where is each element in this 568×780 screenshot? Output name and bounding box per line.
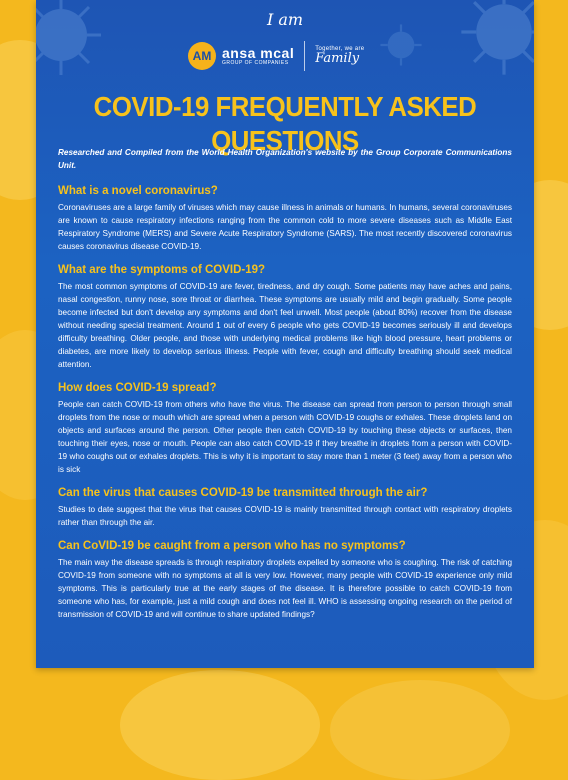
faq-answer: Studies to date suggest that the virus that causes COVID-19 is mainly transmitted through contact with respiratory droplets rather than through the air. (58, 505, 512, 527)
tagline-family: Family (315, 51, 360, 66)
logo-divider (304, 41, 305, 71)
logo-group (188, 40, 364, 72)
background-shape (330, 680, 510, 780)
faq-answer: Coronaviruses are a large family of viruses which may cause illness in animals or humans. In humans, several coronaviruses are known to cause respiratory infections ranging from the common cold to more severe diseases such as Middle East Respiratory Syndrome (MERS) and Severe Acute Respiratory Syndrome (SARS). The most recently discovered coronavirus causes coronavirus disease COVID-19. (58, 203, 512, 251)
faq-card (36, 0, 534, 668)
faq-answer: People can catch COVID-19 from others who have the virus. The disease can spread from person to person through small droplets from the nose or mouth which are spread when a person with COVID-19 coughs or exhales. These droplets land on objects and surfaces around the person. Other people then catch COVID-19 by touching these objects or surfaces, then touching their eyes, nose or mouth. People can also catch COVID-19 if they breathe in droplets from a person with COVID-19 who coughs out or exhales droplets. This is why it is important to stay more than 1 meter (3 feet) away from a person who is sick (58, 400, 512, 474)
intro-text: Researched and Compiled from the World Health Organization's website by the Group Corporate Communications Unit. (58, 148, 512, 170)
tagline (315, 46, 364, 66)
faq-answer: The main way the disease spreads is through respiratory droplets expelled by someone who is coughing. The risk of catching COVID-19 from someone with no symptoms at all is very low. However, many people with COVID-19 experience only mild symptoms. This is particularly true at the early stages of the disease. It is therefore possible to catch COVID-19 from someone who has, for example, just a mild cough and does not feel ill. WHO is assessing ongoing research on the period of transmission of COVID-19 and will continue to share updated findings? (58, 558, 512, 619)
page-title: COVID-19 FREQUENTLY ASKED QUESTIONS (93, 91, 477, 156)
header-script-text: I am (266, 10, 304, 29)
faq-question: Can the virus that causes COVID-19 be transmitted through the air? (58, 487, 428, 499)
faq-answer: The most common symptoms of COVID-19 are fever, tiredness, and dry cough. Some patients may have aches and pains, nasal congestion, runny nose, sore throat or diarrhea. These symptoms are usually mild and begin gradually. Some people become infected but don't develop any symptoms and don't feel unwell. Most people (about 80%) recover from the disease without needing special treatment. Around 1 out of every 6 people who gets COVID-19 becomes seriously ill and develops difficulty breathing. Older people, and those with underlying medical problems like high blood pressure, heart problems or diabetes, are more likely to develop serious illness. People with fever, cough and difficulty breathing should seek medical attention. (58, 282, 512, 369)
header (36, 0, 534, 82)
logo-name: ansa mcal (222, 44, 295, 61)
faq-question: What are the symptoms of COVID-19? (58, 264, 266, 276)
ansa-mcal-logo-icon: AM (188, 42, 216, 70)
logo-subtitle: GROUP OF COMPANIES (222, 59, 289, 66)
faq-question: What is a novel coronavirus? (58, 185, 218, 197)
faq-content (58, 146, 512, 631)
background-shape (120, 670, 320, 780)
tagline-small: Together, we are (315, 46, 365, 52)
faq-question: Can CoVID-19 be caught from a person who has no symptoms? (58, 540, 406, 552)
faq-question: How does COVID-19 spread? (58, 382, 217, 394)
